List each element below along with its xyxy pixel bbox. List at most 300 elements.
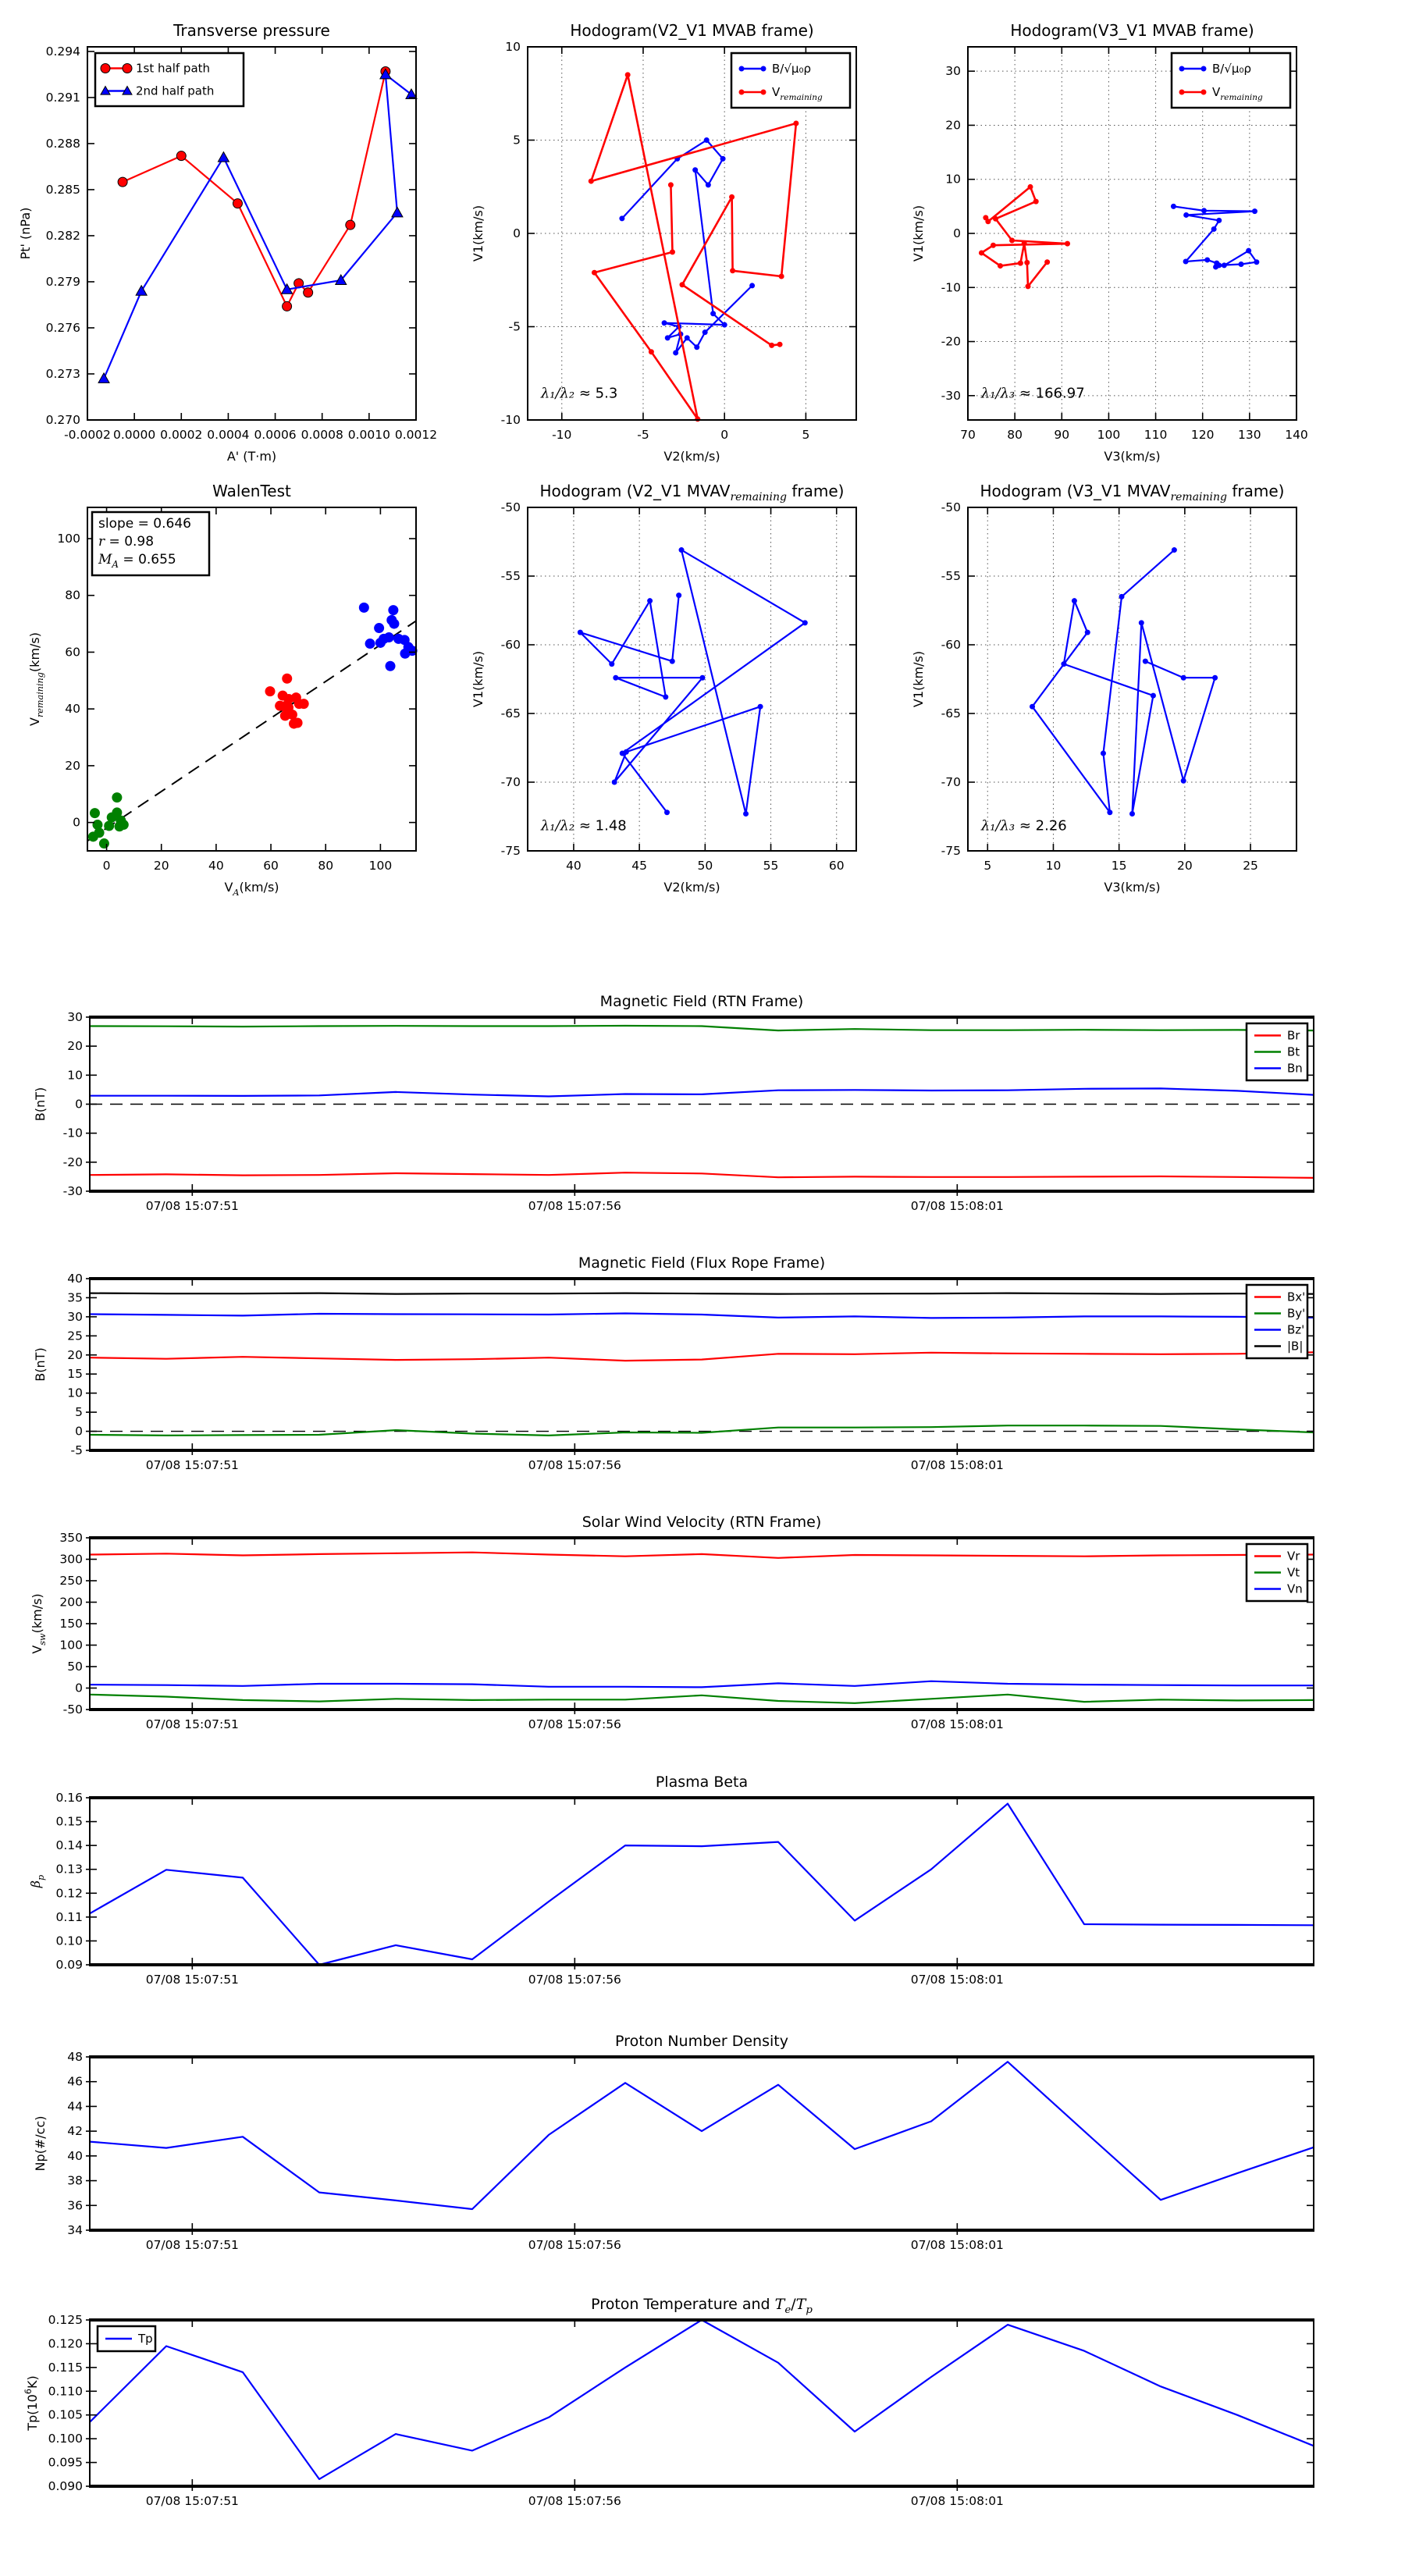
series-marker-B-over-sqrt-mu0rho [743, 811, 749, 817]
series-marker-V-remaining [670, 249, 675, 254]
series-marker-B-over-sqrt-mu0rho [1212, 675, 1218, 681]
x-tick-label: 07/08 15:08:01 [910, 1458, 1004, 1472]
series-marker-V-remaining [625, 72, 631, 77]
x-tick-label: 140 [1285, 428, 1308, 442]
y-tick-label: 46 [67, 2074, 83, 2089]
x-tick-label: 120 [1190, 428, 1215, 442]
series-marker-B-over-sqrt-mu0rho [662, 320, 667, 326]
y-tick-label: 80 [65, 588, 80, 603]
series-marker-middle-interval [282, 674, 292, 684]
axes-frame [90, 2057, 1314, 2230]
series-marker-B-over-sqrt-mu0rho [619, 215, 624, 221]
legend-label: $V_{remaining}$ [1212, 85, 1263, 102]
series-marker-B-over-sqrt-mu0rho [1101, 751, 1106, 756]
x-tick-label: 0.0008 [301, 428, 343, 442]
series-marker-B-over-sqrt-mu0rho [1143, 659, 1148, 664]
y-tick-label: 10 [945, 172, 961, 187]
y-tick-label: 35 [67, 1290, 83, 1305]
series-marker-middle-interval [299, 699, 309, 709]
y-tick-label: 40 [67, 1272, 83, 1286]
x-tick-label: 07/08 15:07:56 [528, 1717, 621, 1731]
y-tick-label: 0.285 [45, 182, 80, 197]
series-marker-B-over-sqrt-mu0rho [694, 344, 699, 350]
y-tick-label: 0.15 [55, 1814, 83, 1829]
axes-frame [90, 1279, 1314, 1450]
series-marker-B-over-sqrt-mu0rho [676, 592, 681, 598]
series-marker-last-interval [375, 638, 386, 648]
series-marker-V-remaining [993, 216, 998, 222]
chart-hodogram-v3v1-mvab [911, 21, 1308, 464]
series-marker-B-over-sqrt-mu0rho [609, 661, 614, 667]
legend-label: Tp [138, 2332, 153, 2346]
y-tick-label: -10 [62, 1126, 83, 1140]
y-tick-label: 0.288 [45, 136, 80, 151]
x-tick-label: 07/08 15:07:51 [145, 2494, 239, 2508]
y-tick-label: 0 [75, 1681, 83, 1695]
chart-title: Plasma Beta [655, 1774, 749, 1791]
series-marker-V-remaining [998, 263, 1003, 269]
series-marker-1st half path [346, 220, 355, 229]
y-tick-label: 10 [67, 1386, 83, 1400]
series-marker-V-remaining [1018, 261, 1023, 266]
x-tick-label: 5 [984, 859, 992, 873]
y-tick-label: 10 [67, 1068, 83, 1083]
legend-sample-marker [1179, 66, 1185, 72]
series-marker-V-remaining [668, 182, 674, 187]
series-marker-V-remaining [1009, 238, 1015, 244]
series-line-Np [90, 2062, 1314, 2209]
series-marker-V-remaining [1022, 240, 1027, 246]
x-axis-label: V3(km/s) [1104, 880, 1161, 895]
chart-solar-wind-velocity-rtn [30, 1514, 1314, 1731]
x-tick-label: 07/08 15:07:56 [528, 1199, 621, 1213]
y-tick-label: 20 [945, 118, 961, 133]
legend-label: By' [1287, 1306, 1306, 1321]
chart-title: Solar Wind Velocity (RTN Frame) [582, 1514, 822, 1531]
x-tick-label: 40 [208, 859, 224, 873]
series-marker-first-interval [90, 808, 100, 818]
series-marker-B-over-sqrt-mu0rho [1252, 208, 1257, 214]
y-tick-label: 0.270 [45, 413, 80, 427]
series-marker-V-remaining [695, 416, 700, 422]
y-tick-label: 0 [75, 1424, 83, 1439]
y-tick-label: 250 [59, 1574, 83, 1588]
y-tick-label: -65 [941, 706, 961, 720]
series-marker-B-over-sqrt-mu0rho [1061, 661, 1066, 667]
chart-hodogram-v2v1-mvab [471, 21, 856, 464]
series-marker-2nd half path [392, 207, 403, 216]
y-tick-label: 48 [67, 2050, 83, 2064]
legend-sample-marker [739, 66, 745, 72]
series-marker-B-over-sqrt-mu0rho [1239, 262, 1244, 267]
series-marker-first-interval [99, 838, 109, 849]
series-line-Bn [90, 1088, 1314, 1096]
x-tick-label: 60 [828, 859, 845, 873]
series-line-Vn [90, 1681, 1314, 1688]
y-tick-label: -20 [62, 1155, 83, 1169]
x-tick-label: 07/08 15:08:01 [910, 1717, 1004, 1731]
x-tick-label: 0.0012 [394, 428, 438, 442]
series-marker-2nd half path [218, 152, 229, 162]
y-tick-label: 20 [67, 1039, 83, 1054]
x-axis-label: A' (T·m) [226, 449, 277, 464]
y-tick-label: -50 [500, 500, 521, 514]
series-marker-B-over-sqrt-mu0rho [1172, 547, 1177, 553]
legend-sample-marker [761, 66, 767, 72]
y-tick-label: 350 [59, 1531, 83, 1545]
series-marker-B-over-sqrt-mu0rho [692, 167, 698, 173]
series-marker-B-over-sqrt-mu0rho [1216, 218, 1222, 223]
x-tick-label: 07/08 15:07:56 [528, 2494, 621, 2508]
x-tick-label: -5 [637, 428, 649, 442]
x-tick-label: 07/08 15:07:51 [145, 1199, 239, 1213]
y-axis-label: Np(#/cc) [33, 2115, 48, 2172]
series-marker-B-over-sqrt-mu0rho [685, 335, 690, 340]
y-tick-label: 0.273 [45, 366, 80, 381]
x-tick-label: 130 [1238, 428, 1261, 442]
y-tick-label: 0.13 [55, 1862, 83, 1877]
y-tick-label: 0.276 [45, 320, 80, 335]
y-tick-label: 38 [67, 2173, 83, 2188]
legend-sample-marker [1201, 66, 1207, 72]
y-tick-label: 0.100 [48, 2432, 83, 2446]
annotation: λ₁/λ₂ ≈ 1.48 [540, 817, 627, 834]
y-tick-label: 36 [67, 2198, 83, 2213]
x-tick-label: 0.0004 [207, 428, 250, 442]
series-marker-V-remaining [769, 343, 774, 348]
x-tick-label: 15 [1111, 859, 1127, 873]
series-marker-B-over-sqrt-mu0rho [1085, 630, 1090, 635]
series-marker-first-interval [119, 820, 129, 830]
y-tick-label: -60 [500, 638, 521, 652]
series-marker-B-over-sqrt-mu0rho [1183, 259, 1189, 265]
y-tick-label: 0.14 [55, 1838, 83, 1853]
x-axis-label: V2(km/s) [663, 880, 720, 895]
series-marker-B-over-sqrt-mu0rho [1183, 212, 1189, 218]
x-tick-label: 20 [153, 859, 169, 873]
chart-transverse-pressure [18, 21, 437, 464]
y-tick-label: 30 [67, 1309, 83, 1324]
chart-title: WalenTest [212, 482, 291, 500]
series-marker-middle-interval [293, 718, 303, 728]
series-marker-B-over-sqrt-mu0rho [1119, 594, 1125, 600]
series-line-Br [90, 1172, 1314, 1178]
y-tick-label: -65 [500, 706, 521, 720]
legend-label: B/√μ₀ρ [1212, 62, 1251, 76]
x-tick-label: -10 [552, 428, 572, 442]
y-tick-label: 100 [57, 532, 80, 546]
series-marker-B-over-sqrt-mu0rho [722, 322, 727, 328]
series-marker-B-over-sqrt-mu0rho [1030, 704, 1035, 710]
y-tick-label: 0 [73, 815, 80, 830]
y-tick-label: 5 [513, 133, 521, 148]
chart-magnetic-field-flux-rope [33, 1254, 1314, 1472]
series-line-Bt [90, 1026, 1314, 1030]
x-tick-label: 5 [802, 428, 810, 442]
legend-sample-marker [761, 90, 767, 95]
chart-magnetic-field-rtn [33, 993, 1314, 1213]
x-tick-label: 07/08 15:07:51 [145, 1973, 239, 1987]
series-marker-B-over-sqrt-mu0rho [1129, 811, 1135, 817]
x-tick-label: 0.0010 [347, 428, 390, 442]
series-marker-V-remaining [777, 342, 783, 347]
y-tick-label: 34 [67, 2223, 83, 2237]
chart-title: Hodogram (V3_V1 $MVAV_{remaining}$ frame) [980, 482, 1285, 503]
series-marker-last-interval [384, 632, 394, 642]
x-tick-label: 100 [1097, 428, 1121, 442]
y-tick-label: 0.110 [48, 2384, 83, 2399]
x-tick-label: 07/08 15:07:56 [528, 2238, 621, 2252]
x-tick-label: 0 [720, 428, 729, 442]
x-tick-label: 100 [368, 859, 393, 873]
chart-proton-temperature [23, 2296, 1314, 2508]
legend-label: 1st half path [136, 61, 211, 76]
series-marker-B-over-sqrt-mu0rho [1222, 262, 1227, 268]
chart-title: Magnetic Field (RTN Frame) [599, 993, 804, 1010]
series-marker-B-over-sqrt-mu0rho [1139, 620, 1144, 625]
y-tick-label: 20 [67, 1347, 83, 1362]
series-marker-B-over-sqrt-mu0rho [612, 780, 617, 785]
series-marker-B-over-sqrt-mu0rho [1254, 259, 1259, 265]
y-tick-label: -55 [500, 569, 521, 583]
series-marker-B-over-sqrt-mu0rho [620, 751, 625, 756]
series-marker-B-over-sqrt-mu0rho [663, 694, 668, 699]
y-tick-label: 0.294 [45, 44, 80, 59]
series-line-Bz' [90, 1314, 1314, 1318]
x-tick-label: 07/08 15:07:56 [528, 1973, 621, 1987]
legend-sample-marker [739, 90, 745, 95]
y-tick-label: -75 [941, 844, 961, 858]
series-line-Bx' [90, 1352, 1314, 1361]
legend-label: B/√μ₀ρ [772, 62, 811, 76]
series-marker-B-over-sqrt-mu0rho [1072, 598, 1077, 603]
series-line-By' [90, 1425, 1314, 1436]
axes-frame [528, 507, 856, 851]
x-tick-label: 10 [1045, 859, 1062, 873]
y-tick-label: -70 [941, 775, 961, 789]
series-marker-V-remaining [1025, 283, 1030, 289]
y-tick-label: 200 [59, 1595, 83, 1610]
chart-title: Transverse pressure [173, 21, 330, 40]
series-marker-B-over-sqrt-mu0rho [1204, 257, 1210, 262]
series-marker-B-over-sqrt-mu0rho [802, 620, 808, 625]
series-marker-B-over-sqrt-mu0rho [706, 182, 711, 187]
x-tick-label: 0.0006 [254, 428, 297, 442]
y-tick-label: 0.095 [48, 2455, 83, 2470]
y-tick-label: 0.12 [55, 1886, 83, 1901]
series-marker-B-over-sqrt-mu0rho [670, 659, 675, 664]
x-tick-label: 80 [318, 859, 334, 873]
y-tick-label: 0.115 [48, 2360, 83, 2375]
chart-title: Hodogram(V2_V1 MVAB frame) [570, 21, 814, 40]
x-tick-label: 80 [1007, 428, 1023, 442]
chart-proton-number-density [33, 2033, 1314, 2252]
series-marker-2nd half path [98, 373, 109, 382]
legend-sample-marker [123, 64, 132, 73]
y-tick-label: 0.120 [48, 2336, 83, 2351]
y-tick-label: 60 [65, 645, 80, 660]
y-tick-label: 0.279 [45, 274, 80, 289]
axes-frame [90, 1538, 1314, 1710]
y-tick-label: 50 [67, 1660, 83, 1674]
y-tick-label: -5 [508, 319, 521, 334]
chart-title: Proton Temperature and $T_e/T_p$ [591, 2296, 813, 2316]
x-tick-label: 55 [763, 859, 779, 873]
x-tick-label: 07/08 15:08:01 [910, 1199, 1004, 1213]
series-marker-B-over-sqrt-mu0rho [749, 283, 755, 288]
chart-title: Hodogram (V2_V1 $MVAV_{remaining}$ frame) [539, 482, 845, 503]
series-marker-last-interval [400, 649, 410, 659]
series-marker-B-over-sqrt-mu0rho [1246, 248, 1251, 254]
x-tick-label: 70 [960, 428, 976, 442]
y-tick-label: 0.16 [55, 1791, 83, 1805]
y-axis-label: B(nT) [33, 1087, 48, 1122]
series-line-2nd half path [104, 74, 411, 379]
stats-line: $M_A = 0.655$ [98, 552, 176, 570]
y-axis-label: V1(km/s) [911, 650, 926, 708]
series-marker-B-over-sqrt-mu0rho [758, 704, 763, 710]
y-axis-label: $\beta_p$ [28, 1874, 46, 1888]
y-tick-label: 44 [67, 2099, 83, 2114]
stats-line: slope = 0.646 [98, 516, 191, 532]
y-tick-label: 25 [67, 1329, 83, 1343]
x-tick-label: 07/08 15:07:51 [145, 1458, 239, 1472]
series-marker-V-remaining [679, 282, 685, 287]
series-marker-B-over-sqrt-mu0rho [578, 630, 583, 635]
y-tick-label: -30 [62, 1184, 83, 1198]
series-marker-last-interval [386, 661, 396, 671]
legend-label: Bt [1287, 1044, 1300, 1059]
y-tick-label: -55 [941, 569, 961, 583]
legend-label: Vr [1287, 1549, 1300, 1564]
y-axis-label: V1(km/s) [471, 650, 486, 708]
series-marker-V-remaining [589, 179, 594, 184]
series-line-B-over-sqrt-mu0rho [580, 550, 805, 814]
y-tick-label: 40 [65, 702, 80, 717]
chart-hodogram-v3v1-mvav [911, 482, 1297, 895]
series-line-Vr [90, 1553, 1314, 1558]
y-tick-label: -30 [941, 388, 961, 403]
series-marker-V-remaining [793, 120, 799, 126]
y-axis-label: $Tp(10^6K)$ [23, 2375, 40, 2431]
legend-sample-marker [101, 64, 110, 73]
series-line-Tp [90, 2320, 1314, 2479]
series-marker-B-over-sqrt-mu0rho [613, 675, 618, 681]
x-tick-label: 60 [263, 859, 279, 873]
series-marker-B-over-sqrt-mu0rho [1181, 675, 1186, 681]
series-marker-middle-interval [265, 686, 276, 696]
y-tick-label: 0.10 [55, 1934, 83, 1948]
series-marker-B-over-sqrt-mu0rho [1216, 262, 1222, 268]
y-tick-label: 0.105 [48, 2407, 83, 2422]
series-marker-1st half path [176, 151, 186, 161]
y-tick-label: 0.09 [55, 1958, 83, 1972]
y-tick-label: 100 [59, 1638, 83, 1653]
series-marker-V-remaining [1033, 199, 1039, 205]
series-marker-B-over-sqrt-mu0rho [647, 598, 653, 603]
series-line-B-over-sqrt-mu0rho [1033, 550, 1215, 814]
y-tick-label: -75 [500, 844, 521, 858]
legend-sample-marker [1179, 90, 1185, 95]
series-marker-B-over-sqrt-mu0rho [710, 311, 716, 316]
series-marker-1st half path [283, 301, 292, 311]
y-tick-label: -20 [941, 334, 961, 349]
chart-title: Hodogram(V3_V1 MVAB frame) [1010, 21, 1254, 40]
y-tick-label: 20 [65, 758, 80, 773]
chart-title: Magnetic Field (Flux Rope Frame) [578, 1254, 826, 1272]
series-marker-B-over-sqrt-mu0rho [1171, 204, 1176, 209]
series-line-Vt [90, 1695, 1314, 1703]
x-tick-label: 07/08 15:08:01 [910, 1973, 1004, 1987]
stats-line: r = 0.98 [98, 534, 155, 550]
series-marker-V-remaining [979, 250, 984, 255]
fit-line [87, 621, 416, 841]
series-line-V-remaining [981, 187, 1067, 286]
annotation: λ₁/λ₃ ≈ 2.26 [980, 817, 1067, 834]
series-marker-V-remaining [649, 349, 654, 354]
series-marker-V-remaining [1024, 260, 1030, 265]
x-tick-label: 110 [1144, 428, 1168, 442]
axes-frame [90, 2320, 1314, 2486]
series-line-beta-p [90, 1804, 1314, 1965]
y-axis-label: V1(km/s) [471, 205, 486, 262]
legend-label: Vt [1287, 1565, 1300, 1580]
series-marker-1st half path [233, 199, 242, 208]
x-tick-label: 20 [1176, 859, 1193, 873]
series-marker-B-over-sqrt-mu0rho [1107, 809, 1112, 815]
legend-label: 2nd half path [136, 84, 215, 98]
series-marker-V-remaining [592, 270, 597, 276]
x-tick-label: 90 [1054, 428, 1070, 442]
series-marker-B-over-sqrt-mu0rho [679, 547, 685, 553]
series-marker-B-over-sqrt-mu0rho [704, 137, 710, 143]
series-marker-B-over-sqrt-mu0rho [1211, 226, 1217, 232]
series-line-|B| [90, 1293, 1314, 1294]
y-tick-label: 10 [505, 40, 521, 54]
chart-plasma-beta [28, 1774, 1314, 1987]
series-marker-V-remaining [1044, 259, 1050, 265]
y-tick-label: 0.090 [48, 2479, 83, 2493]
annotation: λ₁/λ₃ ≈ 166.97 [980, 385, 1085, 402]
series-line-V-remaining [591, 75, 796, 419]
y-tick-label: 150 [59, 1617, 83, 1631]
y-tick-label: 30 [67, 1010, 83, 1024]
x-tick-label: 25 [1243, 859, 1258, 873]
legend-sample-marker [1201, 90, 1207, 95]
y-tick-label: 0.282 [45, 228, 80, 243]
x-tick-label: 07/08 15:07:51 [145, 1717, 239, 1731]
series-marker-V-remaining [729, 194, 735, 200]
series-marker-B-over-sqrt-mu0rho [1181, 778, 1186, 784]
y-tick-label: -10 [500, 413, 521, 427]
y-tick-label: 0.291 [45, 90, 80, 105]
y-tick-label: -70 [500, 775, 521, 789]
legend-label: Bn [1287, 1061, 1303, 1076]
x-tick-label: -0.0002 [64, 428, 111, 442]
y-tick-label: -5 [70, 1443, 83, 1457]
series-marker-2nd half path [136, 286, 147, 295]
x-tick-label: 0.0002 [160, 428, 203, 442]
y-axis-label: V1(km/s) [911, 205, 926, 262]
y-tick-label: 30 [945, 64, 961, 79]
series-marker-V-remaining [991, 243, 996, 248]
series-marker-V-remaining [1065, 241, 1070, 247]
y-axis-label: $V_{sw}(km/s)$ [30, 1593, 48, 1654]
annotation: λ₁/λ₂ ≈ 5.3 [540, 385, 618, 402]
series-marker-B-over-sqrt-mu0rho [664, 809, 670, 815]
legend-label: |B| [1287, 1339, 1304, 1354]
y-tick-label: 5 [75, 1405, 83, 1420]
